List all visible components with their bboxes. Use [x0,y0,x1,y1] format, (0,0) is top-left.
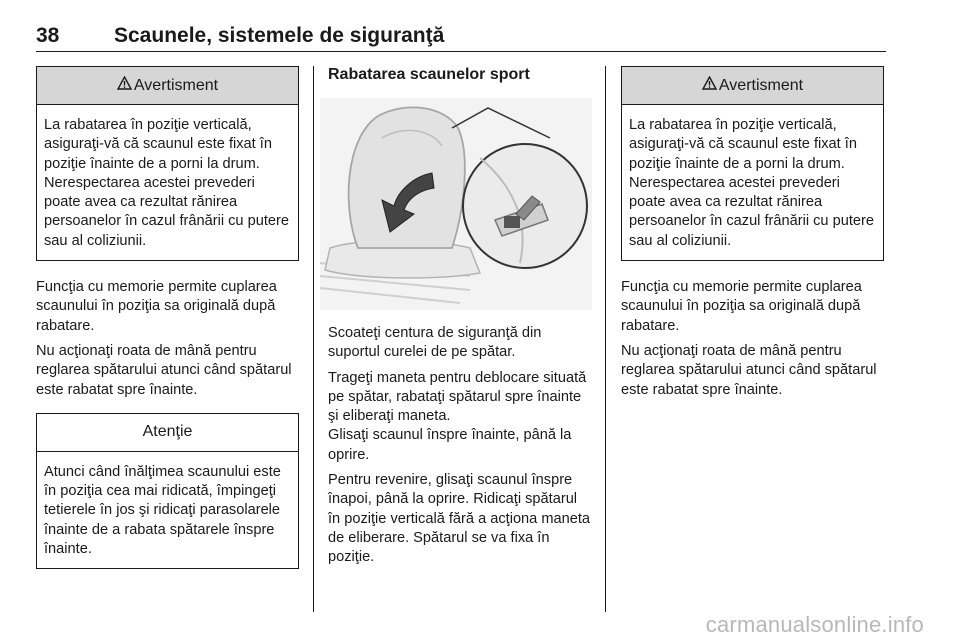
caution-box [36,413,299,569]
caution-title: Atenţie [142,423,193,441]
section-title: Rabatarea scaunelor sport [328,66,530,83]
warning-text: La rabatarea în poziţie verticală, asiguraţi-vă că scaunul este fixat în poziţie înainte de a porni la drum. Nerespectarea acestei prevederi poate avea ca rezultat rănirea persoanelor în cazul frânării cu putere sau al coliziunii. [44,117,289,249]
warning-box-right [621,66,884,261]
page-title: Scaunele, sistemele de siguranţă [114,24,445,47]
warning-box-left [36,66,299,261]
memory-paragraph: Funcţia cu memorie permite cuplarea scaunului în poziţia sa originală după rabatare. [36,279,277,334]
page-number: 38 [36,24,60,47]
middle-column [328,66,592,568]
memory-paragraph: Funcţia cu memorie permite cuplarea scaunului în poziţia sa originală după rabatare. [621,279,862,334]
watermark: carmanualsonline.info [705,612,924,637]
warning-box-header [37,67,298,105]
warning-text: La rabatarea în poziţie verticală, asiguraţi-vă că scaunul este fixat în poziţie înainte de a porni la drum. Nerespectarea acestei prevederi poate avea ca rezultat rănirea persoanelor în cazul frânării cu putere sau al coliziunii. [629,117,874,249]
warning-icon [702,76,717,95]
warning-title: Avertisment [133,76,219,94]
header-rule [36,51,886,52]
warning-box-header [622,67,883,105]
page-header [36,24,886,52]
warning-icon [117,76,132,95]
return-paragraph: Pentru revenire, glisaţi scaunul înspre înapoi, până la oprire. Ridicaţi spătarul în poziţie verticală fără a acţiona maneta de eliberare. Spătarul se va fixa în poziţie. [328,472,591,566]
column-divider-1 [313,66,314,612]
slide-forward-paragraph: Glisaţi scaunul înspre înainte, până la oprire. [328,427,572,463]
belt-paragraph: Scoateţi centura de siguranţă din suportul curelei de pe spătar. [328,325,542,361]
right-column [621,66,884,400]
caution-text: Atunci când înălţimea scaunului este în poziţia cea mai ridicată, împingeţi tetierele în jos şi ridicaţi parasolarele înainte de a rabata spătarele înspre înainte. [44,463,281,558]
lever-paragraph: Trageţi maneta pentru deblocare situată pe spătar, rabataţi spătarul spre înainte şi eliberaţi maneta. [328,369,587,425]
left-column [36,66,299,569]
handwheel-paragraph: Nu acţionaţi roata de mână pentru reglarea spătarului atunci când spătarul este rabatat spre înainte. [36,342,292,398]
caution-box-header [37,414,298,452]
seat-folding-illustration [320,98,592,310]
handwheel-paragraph: Nu acţionaţi roata de mână pentru reglarea spătarului atunci când spătarul este rabatat spre înainte. [621,342,877,398]
column-divider-2 [605,66,606,612]
warning-title: Avertisment [718,76,804,94]
